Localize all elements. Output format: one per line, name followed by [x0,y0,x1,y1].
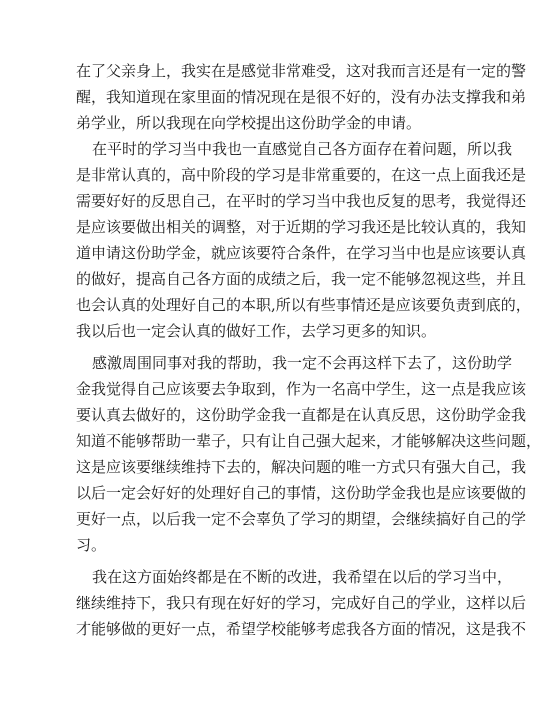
text-line: 道申请这份助学金，就应该要符合条件，在学习当中也是应该要认真 [76,244,527,262]
text-line: 以后一定会好好的处理好自己的事情，这份助学金我也是应该要做的 [76,484,527,502]
text-line: 金我觉得自己应该要去争取到，作为一名高中学生，这一点是我应该 [76,380,527,398]
text-line: 知道不能够帮助一辈子，只有让自己强大起来，才能够解决这些问题， [76,432,541,450]
text-line: 的做好，提高自己各方面的成绩之后，我一定不能够忽视这些，并且 [76,270,527,288]
text-line: 弟学业，所以我现在向学校提出这份助学金的申请。 [76,114,422,132]
document-body [76,58,541,642]
paragraph-4 [76,564,527,642]
paragraph-2 [76,136,531,344]
text-line: 需要好好的反思自己，在平时的学习当中我也反复的思考，我觉得还 [76,192,527,210]
text-line: 继续维持下，我只有现在好好的学习，完成好自己的学业，这样以后 [76,594,527,612]
text-line: 更好一点，以后我一定不会辜负了学习的期望，会继续搞好自己的学 [76,510,527,528]
text-line: 是非常认真的，高中阶段的学习是非常重要的，在这一点上面我还是 [76,166,527,184]
text-line: 习。 [76,536,107,554]
text-line: 要认真去做好的，这份助学金我一直都是在认真反思，这份助学金我 [76,406,527,424]
paragraph-3 [76,350,541,558]
text-line: 我以后也一定会认真的做好工作，去学习更多的知识。 [76,322,437,340]
text-line: 这是应该要继续维持下去的，解决问题的唯一方式只有强大自己，我 [76,458,527,476]
text-line: 在了父亲身上，我实在是感觉非常难受，这对我而言还是有一定的警 [76,62,527,80]
text-line: 也会认真的处理好自己的本职,所以有些事情还是应该要负责到底的， [76,296,531,314]
text-line: 醒，我知道现在家里面的情况现在是很不好的，没有办法支撑我和弟 [76,88,527,106]
text-line: 我在这方面始终都是在不断的改进，我希望在以后的学习当中， [92,568,513,586]
paragraph-1 [76,58,527,136]
text-line: 感激周围同事对我的帮助，我一定不会再这样下去了，这份助学 [92,354,513,372]
text-line: 是应该要做出相关的调整，对于近期的学习我还是比较认真的，我知 [76,218,527,236]
text-line: 才能够做的更好一点，希望学校能够考虑我各方面的情况，这是我不 [76,620,527,638]
text-line: 在平时的学习当中我也一直感觉自己各方面存在着问题，所以我 [92,140,513,158]
